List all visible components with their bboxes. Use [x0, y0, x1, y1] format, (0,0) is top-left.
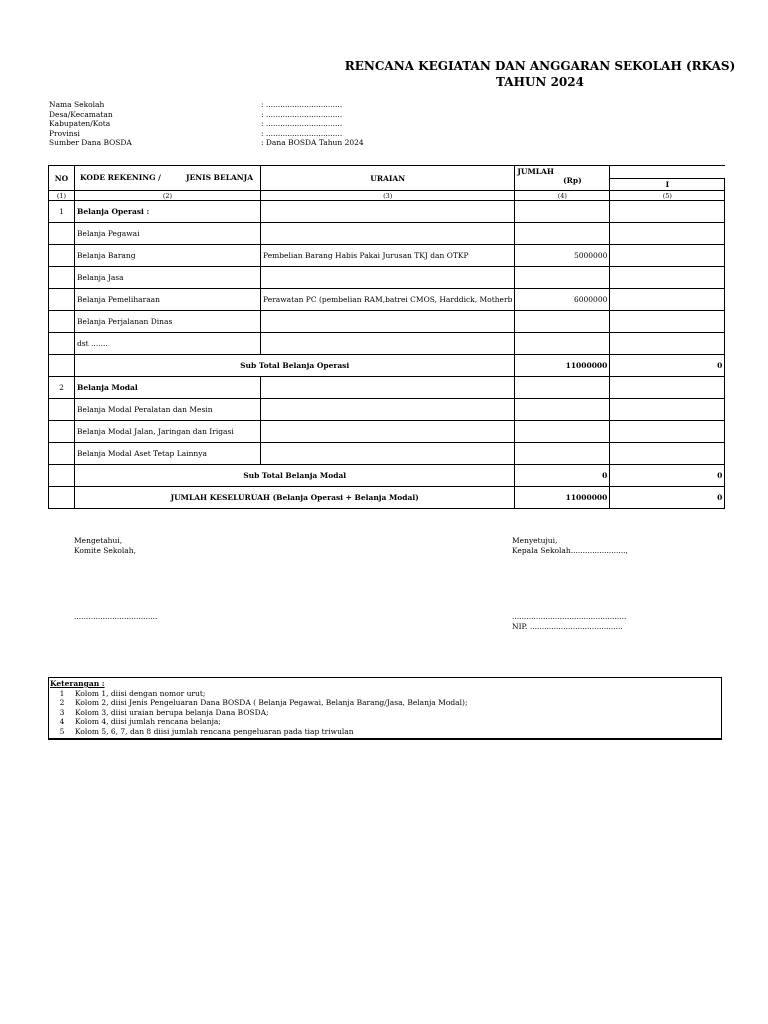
row-no: 2 [49, 377, 75, 399]
subtotal-modal-triwulan: 0 [610, 465, 725, 487]
table-row [49, 267, 725, 289]
info-value: : ................................ [261, 128, 343, 138]
row-no [49, 399, 75, 421]
row-triwulan [610, 399, 725, 421]
row-no [49, 443, 75, 465]
row-no [49, 267, 75, 289]
column-number: (2) [75, 191, 261, 201]
principal-approve: Menyetujui, [512, 536, 558, 545]
note-text: Kolom 5, 6, 7, dan 8 diisi jumlah rencana pengeluaran pada tiap triwulan [75, 726, 354, 736]
row-jumlah [515, 267, 610, 289]
grand-total-triwulan: 0 [610, 487, 725, 509]
principal-nip: NIP. ....................................... [512, 622, 623, 631]
committee-name-line [74, 612, 157, 622]
row-jenis: Belanja Pegawai [75, 223, 261, 245]
principal-name-line [512, 612, 626, 632]
note-item [49, 717, 721, 727]
row-no [49, 245, 75, 267]
row-triwulan [610, 223, 725, 245]
row-jenis: Belanja Modal Peralatan dan Mesin [75, 399, 261, 421]
note-number: 4 [59, 717, 65, 727]
info-label: Nama Sekolah [49, 100, 105, 109]
table-row-modal-title [49, 377, 725, 399]
table-row [49, 311, 725, 333]
row-uraian: Pembelian Barang Habis Pakai Jurusan TKJ dan OTKP [261, 245, 515, 267]
row-triwulan [610, 201, 725, 223]
row-uraian [261, 223, 515, 245]
column-number-row [49, 191, 725, 201]
school-info [49, 100, 364, 148]
row-triwulan [610, 289, 725, 311]
row-jumlah: 6000000 [515, 289, 610, 311]
info-label: Kabupaten/Kota [49, 119, 111, 129]
row-no [49, 311, 75, 333]
column-number: (4) [515, 191, 610, 201]
header-jenis: JENIS BELANJA [186, 173, 254, 182]
committee-signature-block [74, 536, 136, 556]
table-row [49, 245, 725, 267]
header-triwulan-i: I [610, 178, 725, 191]
table-row [49, 443, 725, 465]
row-triwulan [610, 311, 725, 333]
document-title: RENCANA KEGIATAN DAN ANGGARAN SEKOLAH (RKAS) [344, 59, 736, 73]
row-jenis: Belanja Operasi : [75, 201, 261, 223]
header-jumlah-label: JUMLAH [517, 167, 554, 176]
principal-title: Kepala Sekolah......................., [512, 546, 628, 555]
row-jenis: Belanja Modal [75, 377, 261, 399]
grand-total-row [49, 487, 725, 509]
info-row-village-district [49, 110, 364, 120]
row-uraian [261, 267, 515, 289]
row-uraian [261, 421, 515, 443]
column-number: (1) [49, 191, 75, 201]
table-header-row [49, 166, 725, 179]
table-row-operasi-title [49, 201, 725, 223]
row-jumlah [515, 399, 610, 421]
subtotal-operasi-value: 11000000 [515, 355, 610, 377]
note-text: Kolom 2, diisi Jenis Pengeluaran Dana BOSDA ( Belanja Pegawai, Belanja Barang/Jasa, Belanja Modal); [75, 698, 468, 708]
info-value: : ................................ [261, 119, 343, 129]
notes-box [48, 677, 722, 740]
header-jumlah [515, 166, 610, 191]
row-uraian [261, 333, 515, 355]
column-number: (3) [261, 191, 515, 201]
row-uraian [261, 311, 515, 333]
budget-table [48, 165, 725, 509]
subtotal-operasi-row [49, 355, 725, 377]
row-jumlah [515, 201, 610, 223]
header-uraian: URAIAN [261, 166, 515, 191]
document-year: TAHUN 2024 [496, 75, 584, 89]
info-row-school-name [49, 100, 364, 110]
header-no: NO [49, 166, 75, 191]
row-no [49, 355, 75, 377]
info-row-regency [49, 119, 364, 129]
table-row [49, 421, 725, 443]
note-text: Kolom 4, diisi jumlah rencana belanja; [75, 717, 221, 727]
info-row-province [49, 129, 364, 139]
row-no [49, 333, 75, 355]
row-no: 1 [49, 201, 75, 223]
row-uraian: Perawatan PC (pembelian RAM,batrei CMOS, Harddick, Motherb [261, 289, 515, 311]
info-value: : ................................ [261, 109, 343, 119]
committee-acknowledge: Mengetahui, [74, 536, 123, 545]
row-uraian [261, 443, 515, 465]
column-number: (5) [610, 191, 725, 201]
notes-heading: Keterangan : [50, 679, 105, 688]
row-jumlah [515, 333, 610, 355]
row-triwulan [610, 267, 725, 289]
note-item [49, 727, 721, 737]
note-number: 5 [59, 726, 65, 736]
row-triwulan [610, 443, 725, 465]
info-row-fund-source [49, 138, 364, 148]
row-jumlah: 5000000 [515, 245, 610, 267]
info-label: Sumber Dana BOSDA [49, 138, 132, 148]
row-triwulan [610, 333, 725, 355]
table-row [49, 289, 725, 311]
subtotal-operasi-triwulan: 0 [610, 355, 725, 377]
grand-total-label: JUMLAH KESELURUAH (Belanja Operasi + Belanja Modal) [75, 487, 515, 509]
row-jumlah [515, 223, 610, 245]
row-no [49, 465, 75, 487]
table-row [49, 333, 725, 355]
subtotal-modal-value: 0 [515, 465, 610, 487]
row-jenis: Belanja Jasa [75, 267, 261, 289]
note-number: 2 [59, 698, 65, 708]
note-number: 3 [59, 707, 65, 717]
row-jenis: Belanja Pemeliharaan [75, 289, 261, 311]
subtotal-modal-row [49, 465, 725, 487]
note-item [49, 708, 721, 718]
row-jumlah [515, 421, 610, 443]
row-uraian [261, 201, 515, 223]
note-number: 1 [59, 688, 65, 698]
row-no [49, 487, 75, 509]
row-jenis: Belanja Perjalanan Dinas [75, 311, 261, 333]
row-uraian [261, 399, 515, 421]
header-kode: KODE REKENING / [80, 173, 161, 182]
row-no [49, 421, 75, 443]
note-text: Kolom 1, diisi dengan nomor urut; [75, 688, 206, 698]
row-jenis: Belanja Barang [75, 245, 261, 267]
row-triwulan [610, 377, 725, 399]
note-item [49, 698, 721, 708]
info-value: : Dana BOSDA Tahun 2024 [261, 138, 364, 148]
info-value: : ................................ [261, 100, 343, 109]
row-jenis: dst ....... [75, 333, 261, 355]
row-jenis: Belanja Modal Aset Tetap Lainnya [75, 443, 261, 465]
row-jumlah [515, 377, 610, 399]
subtotal-modal-label: Sub Total Belanja Modal [75, 465, 515, 487]
header-kode-jenis [75, 166, 261, 191]
info-label: Provinsi [49, 128, 80, 138]
subtotal-operasi-label: Sub Total Belanja Operasi [75, 355, 515, 377]
row-jenis: Belanja Modal Jalan, Jaringan dan Irigasi [75, 421, 261, 443]
header-rp-label: (Rp) [563, 176, 582, 185]
row-uraian [261, 377, 515, 399]
note-item [49, 689, 721, 699]
info-label: Desa/Kecamatan [49, 109, 113, 119]
row-jumlah [515, 443, 610, 465]
row-triwulan [610, 245, 725, 267]
row-triwulan [610, 421, 725, 443]
principal-name-dots: ................................................ [512, 612, 627, 621]
row-no [49, 289, 75, 311]
committee-name-dots: ................................... [74, 612, 158, 621]
table-row [49, 399, 725, 421]
header-triwulan-top [610, 166, 725, 179]
principal-signature-block [512, 536, 628, 556]
row-no [49, 223, 75, 245]
note-text: Kolom 3, diisi uraian berupa belanja Dana BOSDA; [75, 707, 269, 717]
committee-title: Komite Sekolah, [74, 546, 136, 555]
grand-total-value: 11000000 [515, 487, 610, 509]
table-row [49, 223, 725, 245]
row-jumlah [515, 311, 610, 333]
